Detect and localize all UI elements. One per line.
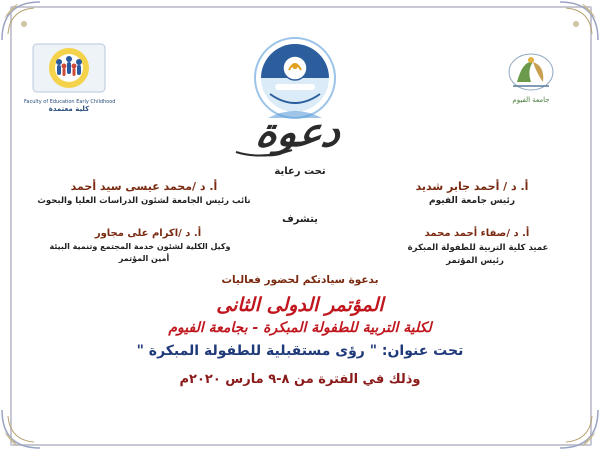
corner-ornament-icon <box>0 372 78 450</box>
patron-2-name: أ. د /محمد عيسى سيد أحمد <box>70 180 218 193</box>
accredited-faculty-logo <box>24 42 114 114</box>
patronage-label: تحت رعاية <box>274 166 326 177</box>
date-line: وذلك في الفترة من ٨-٩ مارس ٢٠٢٠م <box>179 372 421 387</box>
patron-2-title: نائب رئيس الجامعة لشئون الدراسات العليا والبحوث <box>37 196 251 206</box>
corner-ornament-icon <box>522 372 600 450</box>
invitation-calligraphy <box>222 104 372 160</box>
host-2-role: أمين المؤتمر <box>118 254 170 263</box>
host-1-title: عميد كلية التربية للطفولة المبكرة <box>407 243 549 253</box>
theme-line: تحت عنوان: " رؤى مستقبلية للطفولة المبكرة " <box>136 343 464 359</box>
invitation-word: دعوة <box>252 108 346 156</box>
patron-1-name: أ. د / أحمد جابر شديد <box>415 180 529 193</box>
patron-1-title: رئيس جامعة الفيوم <box>428 196 516 206</box>
logo-arabic-caption: كلية معتمدة <box>48 105 90 113</box>
fayoum-university-logo <box>500 52 562 105</box>
host-1-role: رئيس المؤتمر <box>446 256 504 266</box>
invite-line: بدعوة سيادتكم لحضور فعاليات <box>221 274 379 286</box>
honor-label: يتشرف <box>282 214 318 225</box>
university-caption: جامعة الفيوم <box>512 96 550 104</box>
host-1-name: أ. د /صفاء أحمد محمد <box>424 228 530 239</box>
faculty-line: لكلية التربية للطفولة المبكرة - بجامعة الفيوم <box>168 320 432 336</box>
conference-title: المؤتمر الدولى الثانى <box>216 294 384 316</box>
university-emblem-icon <box>503 52 559 92</box>
host-2-title: وكيل الكلية لشئون خدمة المجتمع وتنمية البيئة <box>49 242 231 251</box>
logo-english-caption: Faculty of Education Early Childhood <box>24 99 116 105</box>
children-circle-logo-icon <box>27 42 111 94</box>
host-2-name: أ. د /اكرام على مجاور <box>94 228 202 239</box>
